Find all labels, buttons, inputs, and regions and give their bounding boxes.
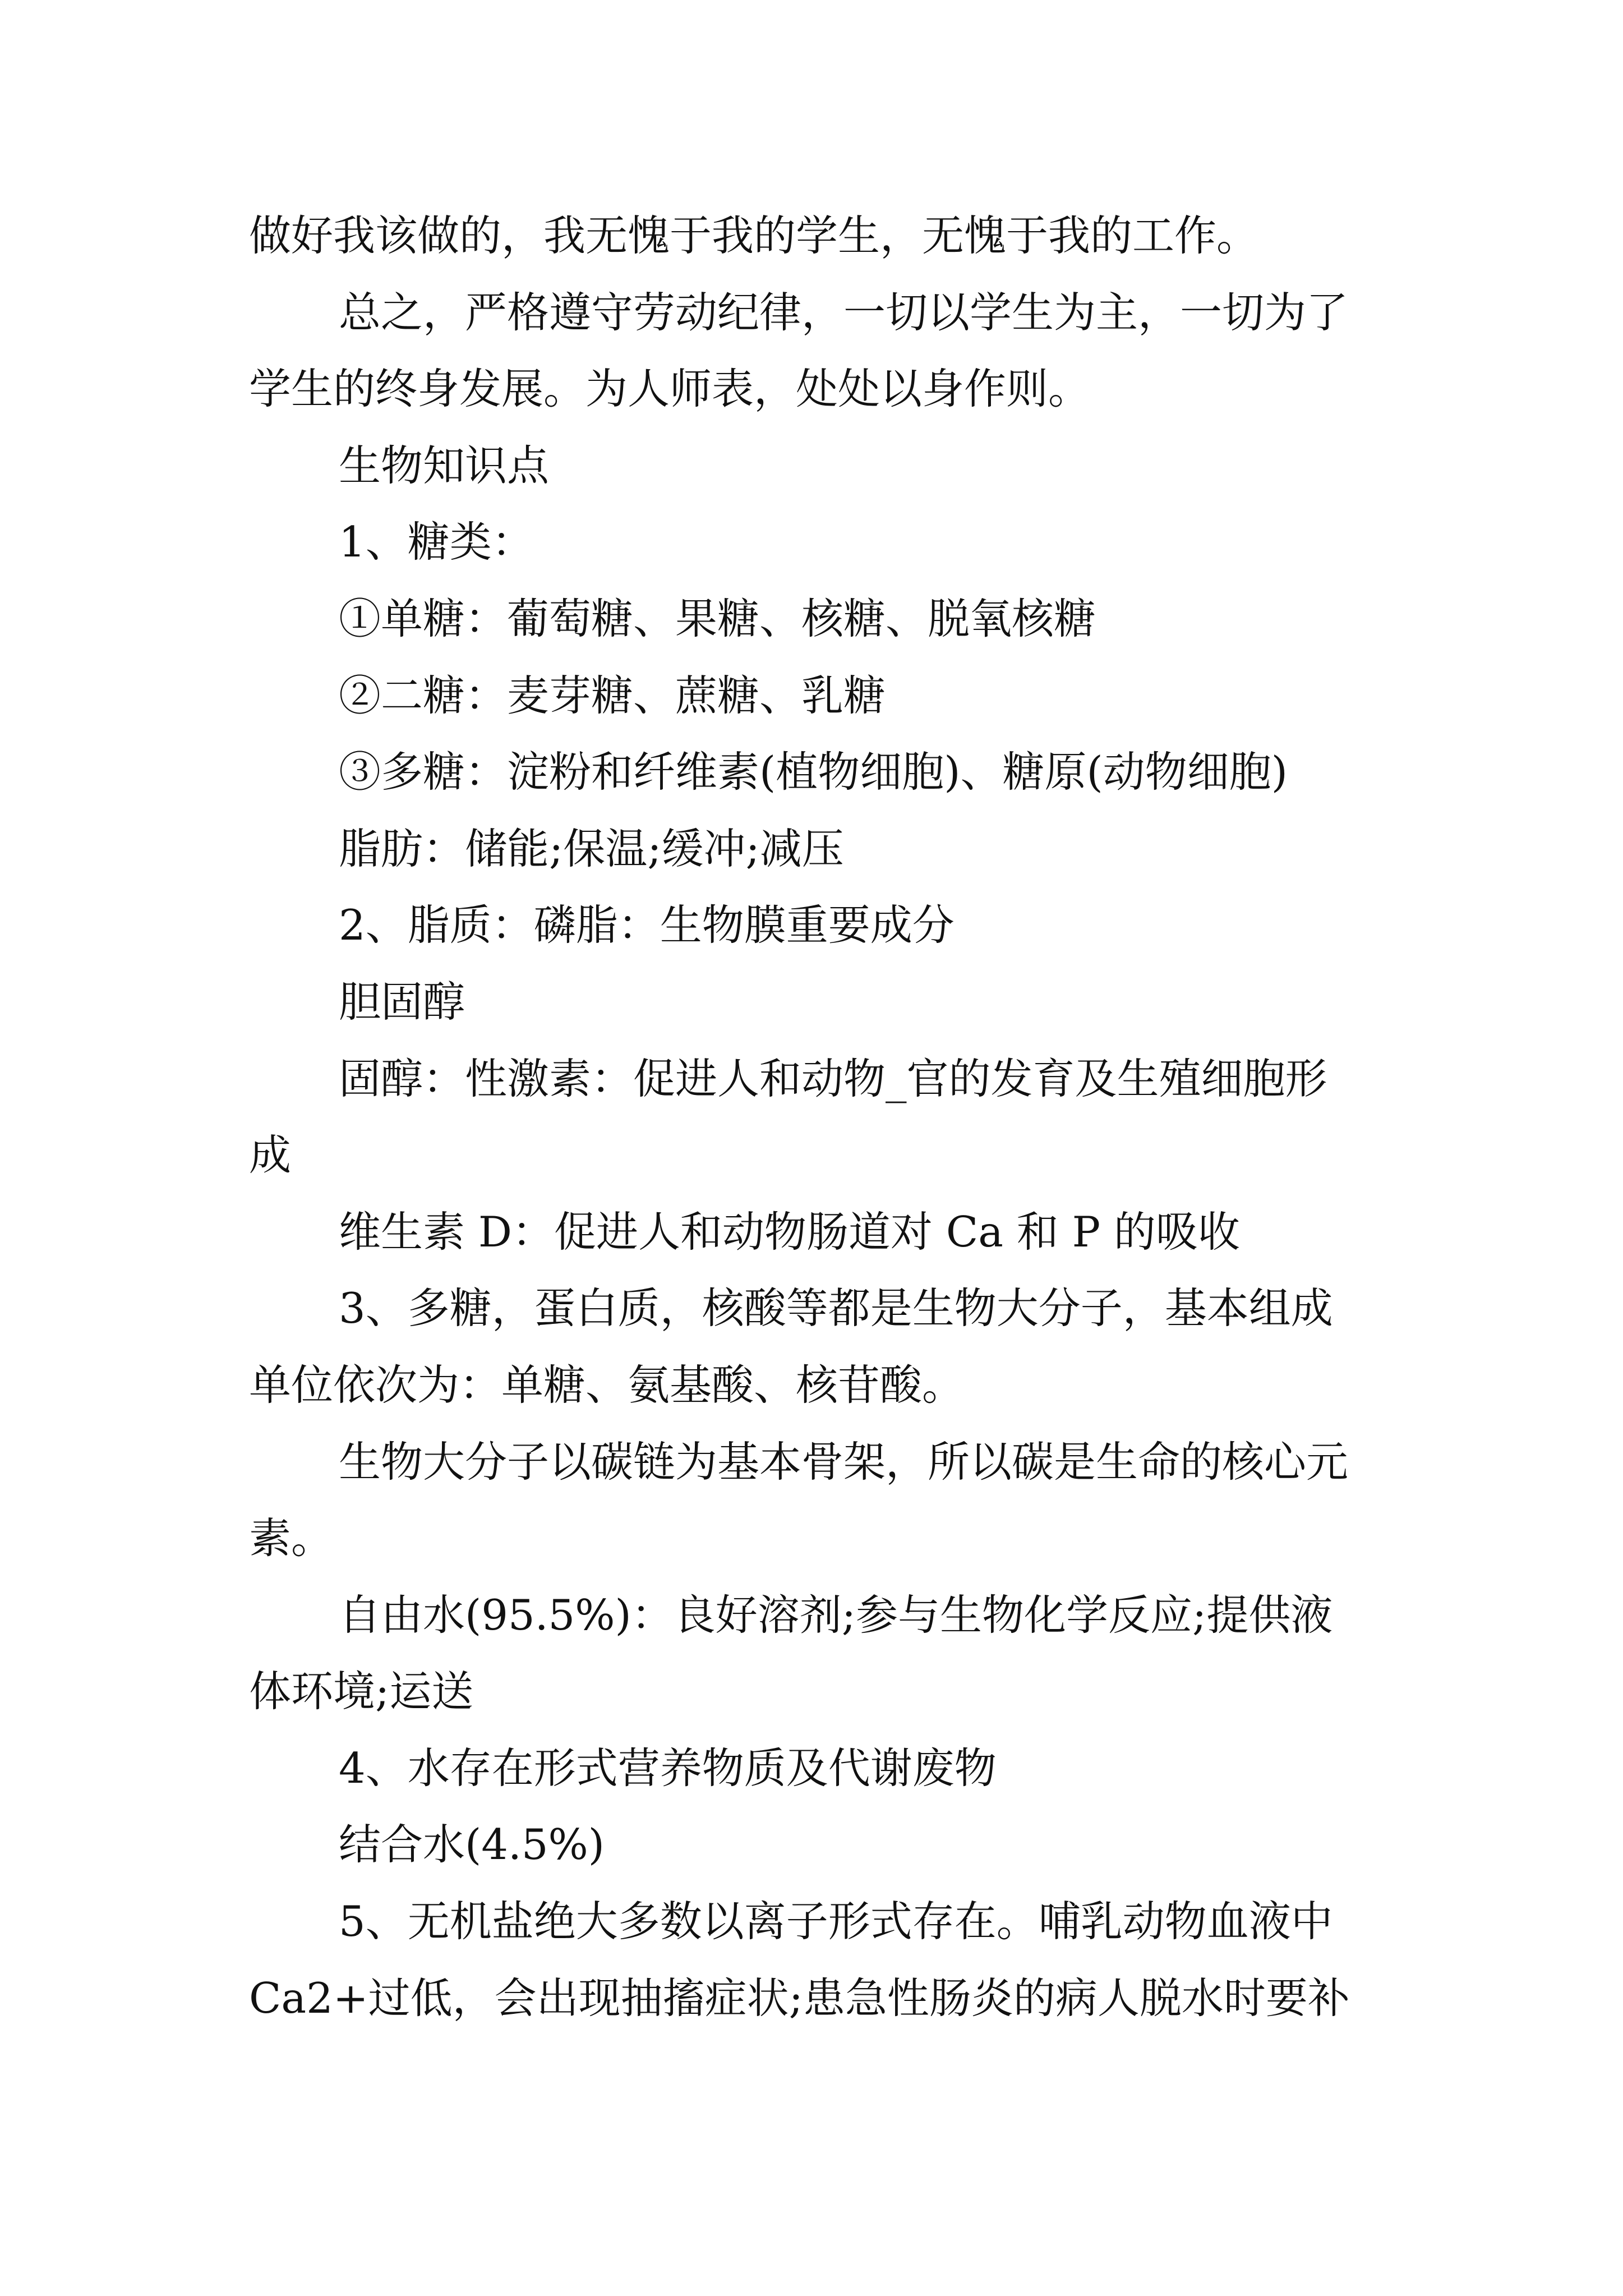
text-line: 成 (249, 1130, 292, 1180)
text-line: 体环境;运送 (249, 1667, 474, 1717)
text-line: 自由水(95.5%)：良好溶剂;参与生物化学反应;提供液 (339, 1590, 1333, 1640)
text-line: 固醇：性激素：促进人和动物_官的发育及生殖细胞形 (339, 1053, 1327, 1103)
text-line: 单位依次为：单糖、氨基酸、核苷酸。 (249, 1360, 965, 1410)
text-line: 胆固醇 (339, 977, 465, 1027)
text-line: 5、无机盐绝大多数以离子形式存在。哺乳动物血液中 (339, 1897, 1333, 1947)
text-line: 做好我该做的，我无愧于我的学生，无愧于我的工作。 (249, 211, 1259, 260)
text-line: ③多糖：淀粉和纤维素(植物细胞)、糖原(动物细胞) (339, 747, 1288, 797)
text-line: 3、多糖，蛋白质，核酸等都是生物大分子，基本组成 (339, 1283, 1333, 1333)
text-line: ①单糖：葡萄糖、果糖、核糖、脱氧核糖 (339, 593, 1096, 643)
text-line: 学生的终身发展。为人师表，处处以身作则。 (249, 364, 1091, 414)
text-line: 1、糖类： (339, 517, 534, 567)
text-line: 总之，严格遵守劳动纪律，一切以学生为主，一切为了 (339, 287, 1349, 337)
text-line: 2、脂质：磷脂：生物膜重要成分 (339, 900, 955, 950)
text-line: 生物大分子以碳链为基本骨架，所以碳是生命的核心元 (339, 1437, 1349, 1487)
section-heading: 生物知识点 (339, 440, 550, 490)
text-line: 维生素 D：促进人和动物肠道对 Ca 和 P 的吸收 (339, 1207, 1240, 1257)
text-line: 结合水(4.5%) (339, 1820, 605, 1870)
text-line: Ca2+过低，会出现抽搐症状;患急性肠炎的病人脱水时要补 (249, 1973, 1350, 2023)
text-line: ②二糖：麦芽糖、蔗糖、乳糖 (339, 670, 886, 720)
text-line: 4、水存在形式营养物质及代谢废物 (339, 1743, 997, 1793)
text-line: 素。 (249, 1513, 334, 1563)
document-body (249, 197, 1387, 2036)
text-line: 脂肪：储能;保温;缓冲;减压 (339, 823, 844, 873)
